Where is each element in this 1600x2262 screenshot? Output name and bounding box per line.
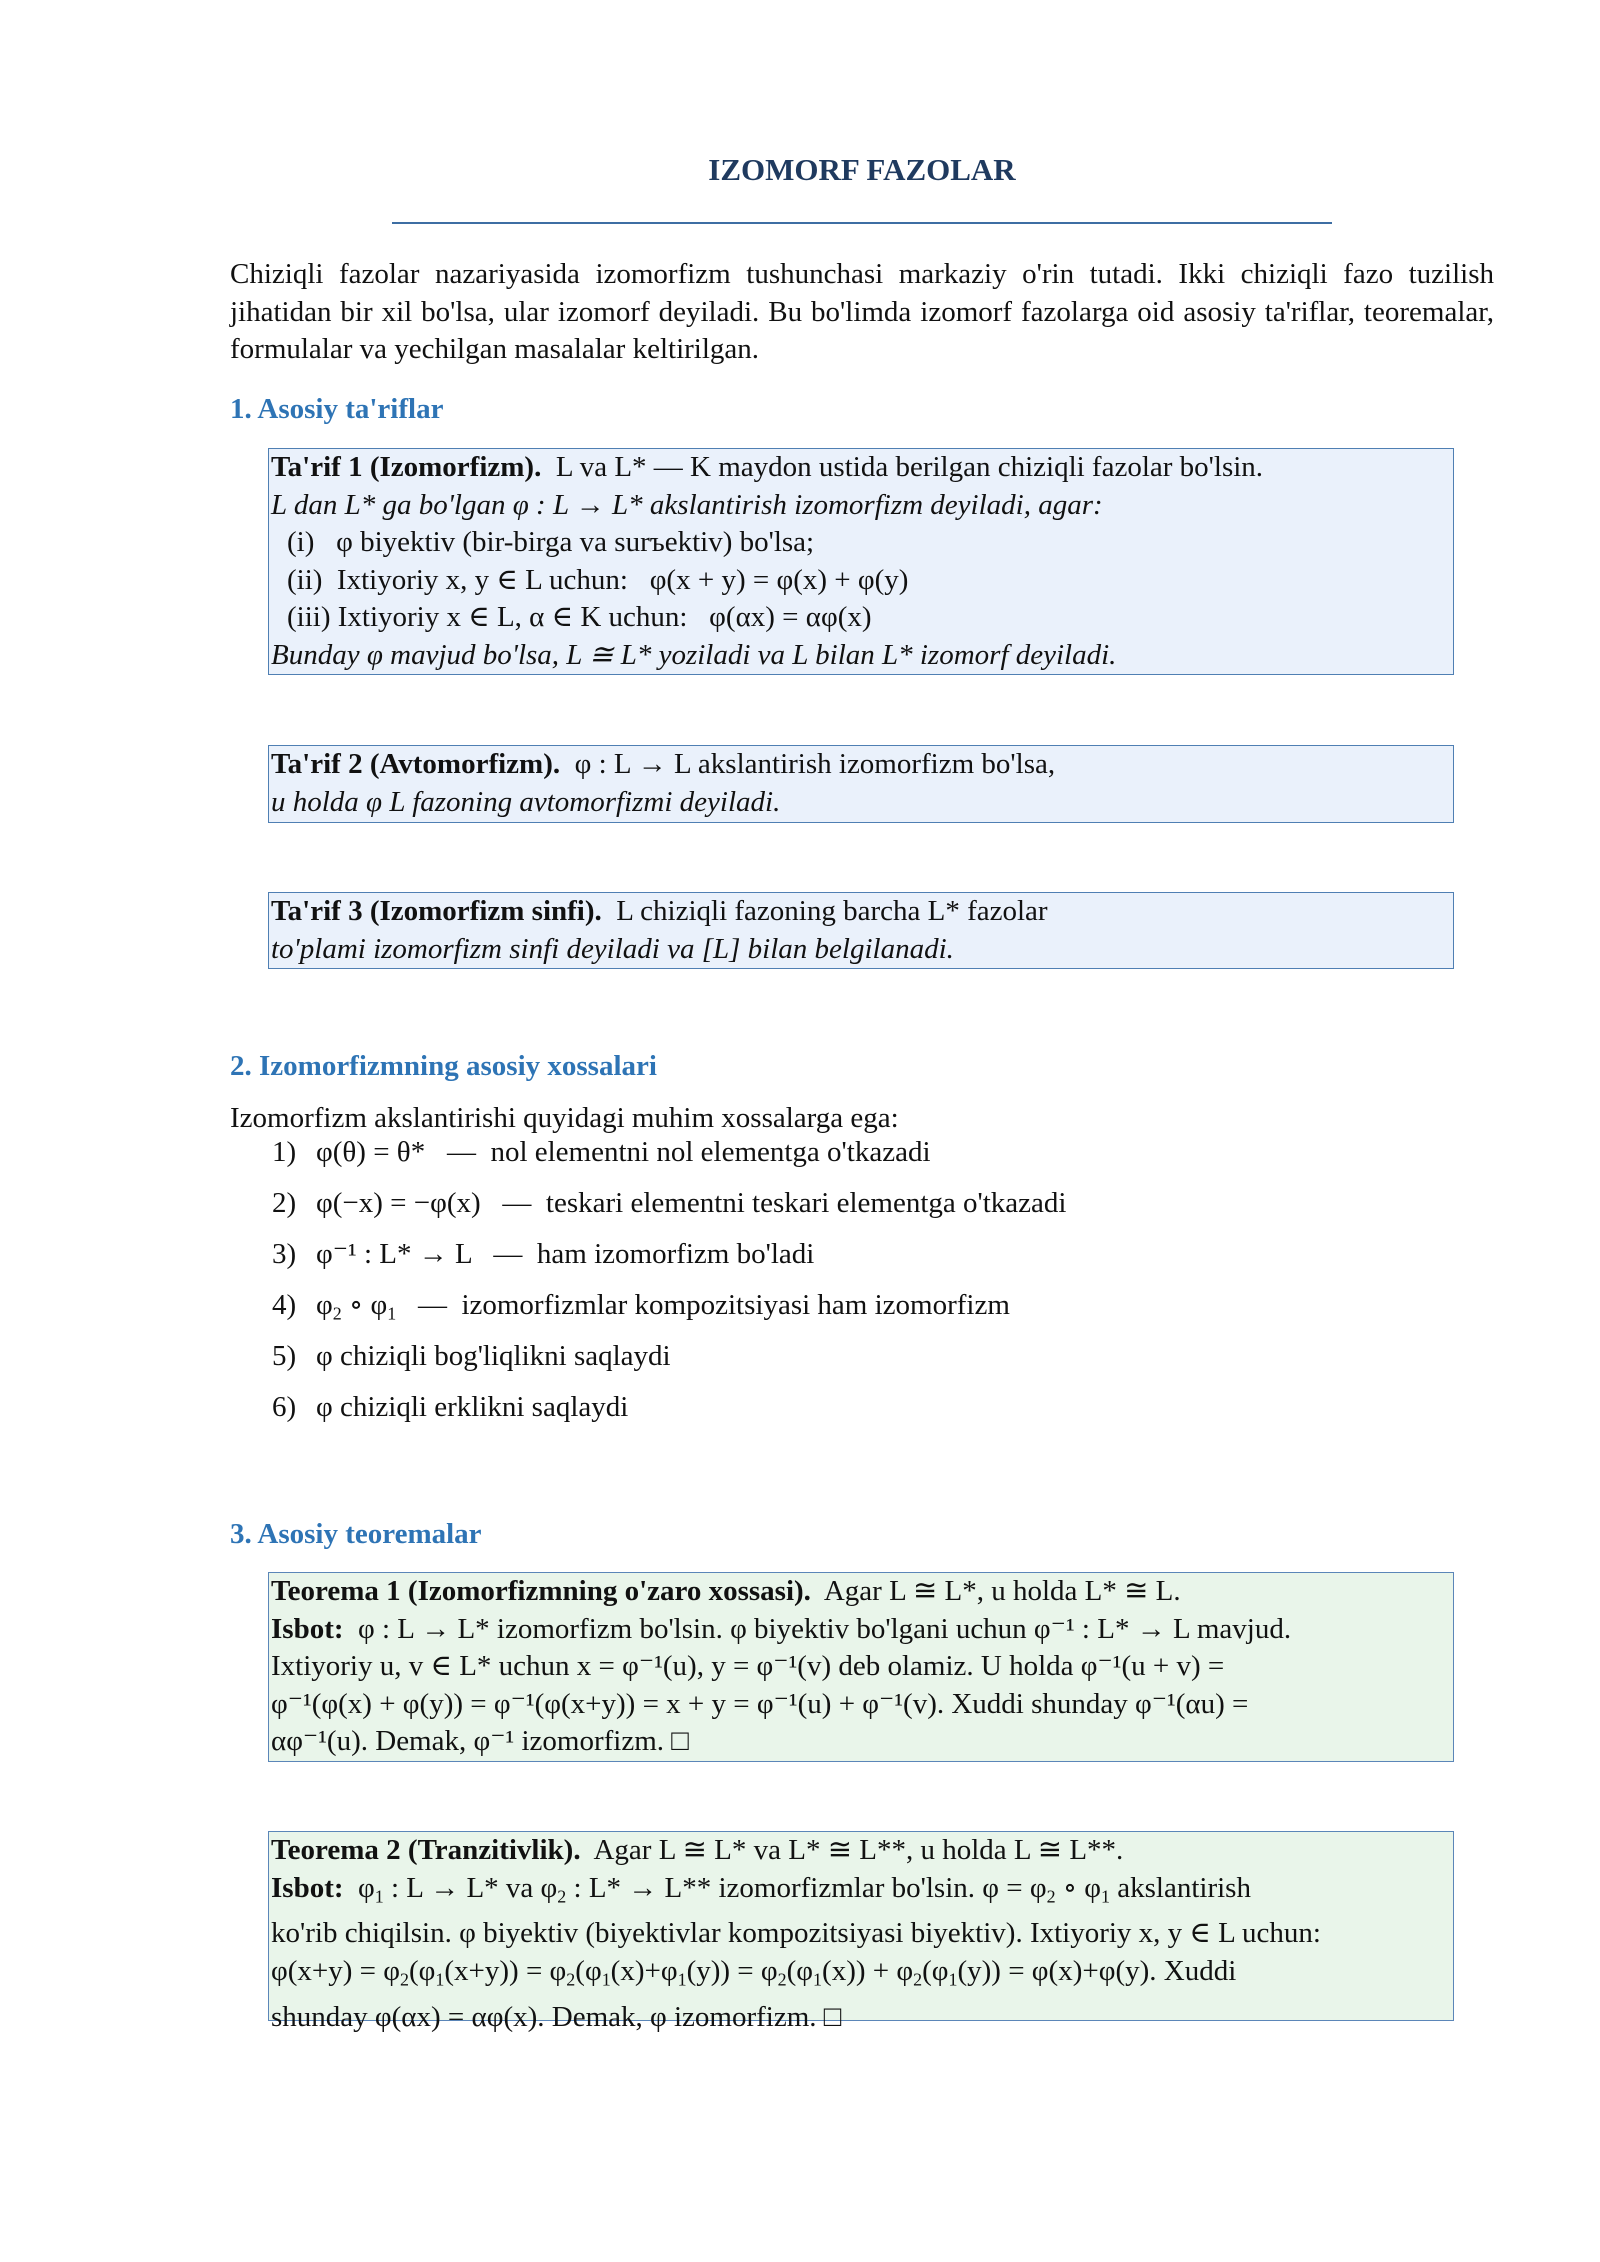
section-heading-theorems: 3. Asosiy teoremalar xyxy=(230,1518,482,1550)
definition-1-heading-line xyxy=(271,449,1451,487)
definition-2-title: Ta'rif 2 (Avtomorfizm). xyxy=(271,748,561,780)
definition-2-line2: u holda φ L fazoning avtomorfizmi deyiladi. xyxy=(271,785,781,818)
definition-3-line2: to'plami izomorfizm sinfi deyiladi va [L] bilan belgilanadi. xyxy=(271,932,954,965)
theorem-2-box: Teorema 2 (Tranzitivlik). Agar L ≅ L* va L* ≅ L**, u holda L ≅ L**. Isbot: $\varphi_1$ : L → L* va $\varphi_2$ : L* → L** izomorfizmlar bo'lsin. $\varphi = \varphi_2$ ∘ $\varphi_1$ akslantirish ko'rib chiqilsin. φ biyektiv (biyektivlar kompozitsiyasi biyektiv). Ixtiyoriy x, y ∈ L uchun: $\varphi(x+y) = \varphi_2(\varphi_1(x+y)) = \varphi_2(\varphi_1(x)+\varphi_1(y)) = \varphi_2(\varphi_1(x)) + \varphi_2(\varphi_1(y)) = \varphi(x)+\varphi(y)$. Xuddi shunday φ(αx) = αφ(x). Demak, φ izomorfizm. □ xyxy=(268,1831,1454,2021)
list-item: 3) φ⁻¹ : L* → L — ham izomorfizm bo'ladi xyxy=(272,1238,815,1270)
theorem-1-statement: Agar L ≅ L*, u holda L* ≅ L. xyxy=(823,1575,1181,1607)
theorem-2-title: Teorema 2 (Tranzitivlik). xyxy=(271,1834,581,1866)
theorem-2-proof-line-1: Isbot: $\varphi_1$ : L → L* va $\varphi_2$ : L* → L** izomorfizmlar bo'lsin. $\varphi = \varphi_2$ ∘ $\varphi_1$ akslantirish xyxy=(271,1871,1251,1906)
list-item: 1) φ(θ) = θ* — nol elementni nol elementga o'tkazadi xyxy=(272,1136,931,1168)
definition-1-text: L va L* — K maydon ustida berilgan chiziqli fazolar bo'lsin. xyxy=(555,451,1264,483)
definition-1-item-2: (ii) Ixtiyoriy x, y ∈ L uchun: φ(x + y) = φ(x) + φ(y) xyxy=(287,563,909,596)
theorem-1-box: Teorema 1 (Izomorfizmning o'zaro xossasi). Agar L ≅ L*, u holda L* ≅ L. Isbot: φ : L → L* izomorfizm bo'lsin. φ biyektiv bo'lgani uchun φ⁻¹ : L* → L mavjud. Ixtiyoriy u, v ∈ L* uchun x = φ⁻¹(u), y = φ⁻¹(v) deb olamiz. U holda φ⁻¹(u + v) = φ⁻¹(φ(x) + φ(y)) = φ⁻¹(φ(x+y)) = x + y = φ⁻¹(u) + φ⁻¹(v). Xuddi shunday φ⁻¹(αu) = αφ⁻¹(u). Demak, φ⁻¹ izomorfizm. □ xyxy=(268,1572,1454,1762)
intro-paragraph: Chiziqli fazolar nazariyasida izomorfizm tushunchasi markaziy o'rin tutadi. Ikki chiziqli fazo tuzilish jihatidan bir xil bo'lsa, ular izomorf deyiladi. Bu bo'limda izomorf fazolarga oid asosiy ta'riflar, teoremalar, formulalar va yechilgan masalalar keltirilgan. xyxy=(230,258,1494,365)
definition-3-title: Ta'rif 3 (Izomorfizm sinfi). xyxy=(271,895,602,927)
list-item: 6) φ chiziqli erklikni saqlaydi xyxy=(272,1391,629,1423)
definition-2-box xyxy=(268,745,1454,823)
theorem-2-proof-line-3: $\varphi(x+y) = \varphi_2(\varphi_1(x+y)) = \varphi_2(\varphi_1(x)+\varphi_1(y)) = \varphi_2(\varphi_1(x)) + \varphi_2(\varphi_1(y)) = \varphi(x)+\varphi(y)$. Xuddi xyxy=(271,1954,1237,1990)
definition-1-line2: L dan L* ga bo'lgan φ : L → L* akslantirish izomorfizm deyiladi, agar: xyxy=(271,488,1103,521)
definition-1-box xyxy=(268,448,1454,675)
properties-list xyxy=(272,1127,1066,1433)
proof-label: Isbot: xyxy=(271,1612,344,1645)
definition-2-text: φ : L → L akslantirish izomorfizm bo'lsa, xyxy=(574,748,1056,780)
definition-3-text: L chiziqli fazoning barcha L* fazolar xyxy=(616,895,1048,927)
theorem-1-title: Teorema 1 (Izomorfizmning o'zaro xossasi). xyxy=(271,1575,811,1607)
proof-label: Isbot: xyxy=(271,1871,344,1904)
theorem-2-statement: Agar L ≅ L* va L* ≅ L**, u holda L ≅ L**. xyxy=(593,1834,1124,1866)
definition-3-box xyxy=(268,892,1454,969)
definition-1-item-1: (i) φ biyektiv (bir-birga va surъektiv) bo'lsa; xyxy=(287,526,815,558)
list-item: 4) $\varphi_2$ ∘ $\varphi_1$ — izomorfizmlar kompozitsiyasi ham izomorfizm xyxy=(272,1289,1010,1324)
definition-1-item-3: (iii) Ixtiyoriy x ∈ L, α ∈ K uchun: φ(αx) = αφ(x) xyxy=(287,601,872,633)
section-heading-definitions: 1. Asosiy ta'riflar xyxy=(230,393,444,425)
section-heading-properties: 2. Izomorfizmning asosiy xossalari xyxy=(230,1050,657,1082)
definition-1-conclusion: Bunday φ mavjud bo'lsa, L ≅ L* yoziladi va L bilan L* izomorf deyiladi. xyxy=(271,638,1117,671)
page-title: IZOMORF FAZOLAR xyxy=(708,152,1016,187)
title-divider xyxy=(392,222,1332,224)
list-item: 5) φ chiziqli bog'liqlikni saqlaydi xyxy=(272,1340,671,1372)
definition-1-title: Ta'rif 1 (Izomorfizm). xyxy=(271,451,542,483)
list-item: 2) φ(−x) = −φ(x) — teskari elementni teskari elementga o'tkazadi xyxy=(272,1187,1067,1219)
properties-intro: Izomorfizm akslantirishi quyidagi muhim xossalarga ega: xyxy=(230,1102,899,1134)
